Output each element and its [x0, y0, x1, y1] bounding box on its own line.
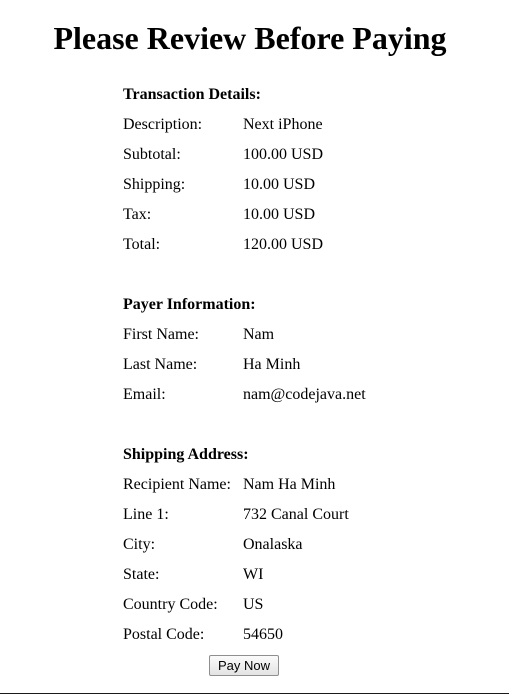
email-value: nam@codejava.net	[243, 386, 366, 403]
email-label: Email:	[123, 386, 166, 403]
postal-code-value: 54650	[243, 626, 283, 643]
country-code-label: Country Code:	[123, 596, 218, 613]
last-name-label: Last Name:	[123, 356, 198, 373]
page-title: Please Review Before Paying	[53, 20, 447, 56]
state-value: WI	[243, 566, 264, 583]
postal-code-row	[122, 621, 367, 649]
last-name-value: Ha Minh	[243, 356, 301, 373]
line1-row	[122, 501, 367, 529]
tax-row	[122, 201, 367, 229]
total-value: 120.00 USD	[243, 236, 324, 253]
city-label: City:	[123, 536, 156, 553]
spacer-cell	[122, 261, 367, 289]
recipient-name-value: Nam Ha Minh	[243, 476, 336, 493]
payer-information-heading: Payer Information:	[123, 296, 256, 313]
city-value: Onalaska	[243, 536, 303, 553]
email-row	[122, 381, 367, 409]
first-name-value: Nam	[243, 326, 275, 343]
section-spacer	[122, 411, 367, 439]
spacer-cell	[122, 411, 367, 439]
state-row	[122, 561, 367, 589]
first-name-label: First Name:	[123, 326, 199, 343]
country-code-value: US	[243, 596, 264, 613]
payer-heading-row	[122, 291, 367, 319]
recipient-row	[122, 471, 367, 499]
last-name-row	[122, 351, 367, 379]
total-row	[122, 231, 367, 259]
description-label: Description:	[123, 116, 203, 133]
tax-label: Tax:	[123, 206, 152, 223]
subtotal-label: Subtotal:	[123, 146, 181, 163]
recipient-name-label: Recipient Name:	[123, 476, 231, 493]
shipping-label: Shipping:	[123, 176, 186, 193]
tax-value: 10.00 USD	[243, 206, 316, 223]
line1-label: Line 1:	[123, 506, 169, 523]
state-label: State:	[123, 566, 160, 583]
country-code-row	[122, 591, 367, 619]
description-row	[122, 111, 367, 139]
shipping-address-heading: Shipping Address:	[123, 446, 249, 463]
section-spacer	[122, 261, 367, 289]
total-label: Total:	[123, 236, 161, 253]
review-table	[120, 79, 369, 651]
pay-now-button[interactable]: Pay Now	[209, 655, 279, 676]
city-row	[122, 531, 367, 559]
subtotal-row	[122, 141, 367, 169]
subtotal-value: 100.00 USD	[243, 146, 324, 163]
postal-code-label: Postal Code:	[123, 626, 205, 643]
shipping-value: 10.00 USD	[243, 176, 316, 193]
line1-value: 732 Canal Court	[243, 506, 349, 523]
transaction-heading-row	[122, 81, 367, 109]
shipping-row	[122, 171, 367, 199]
description-value: Next iPhone	[243, 116, 323, 133]
transaction-details-heading: Transaction Details:	[123, 86, 261, 103]
shipping-address-heading-row	[122, 441, 367, 469]
first-name-row	[122, 321, 367, 349]
